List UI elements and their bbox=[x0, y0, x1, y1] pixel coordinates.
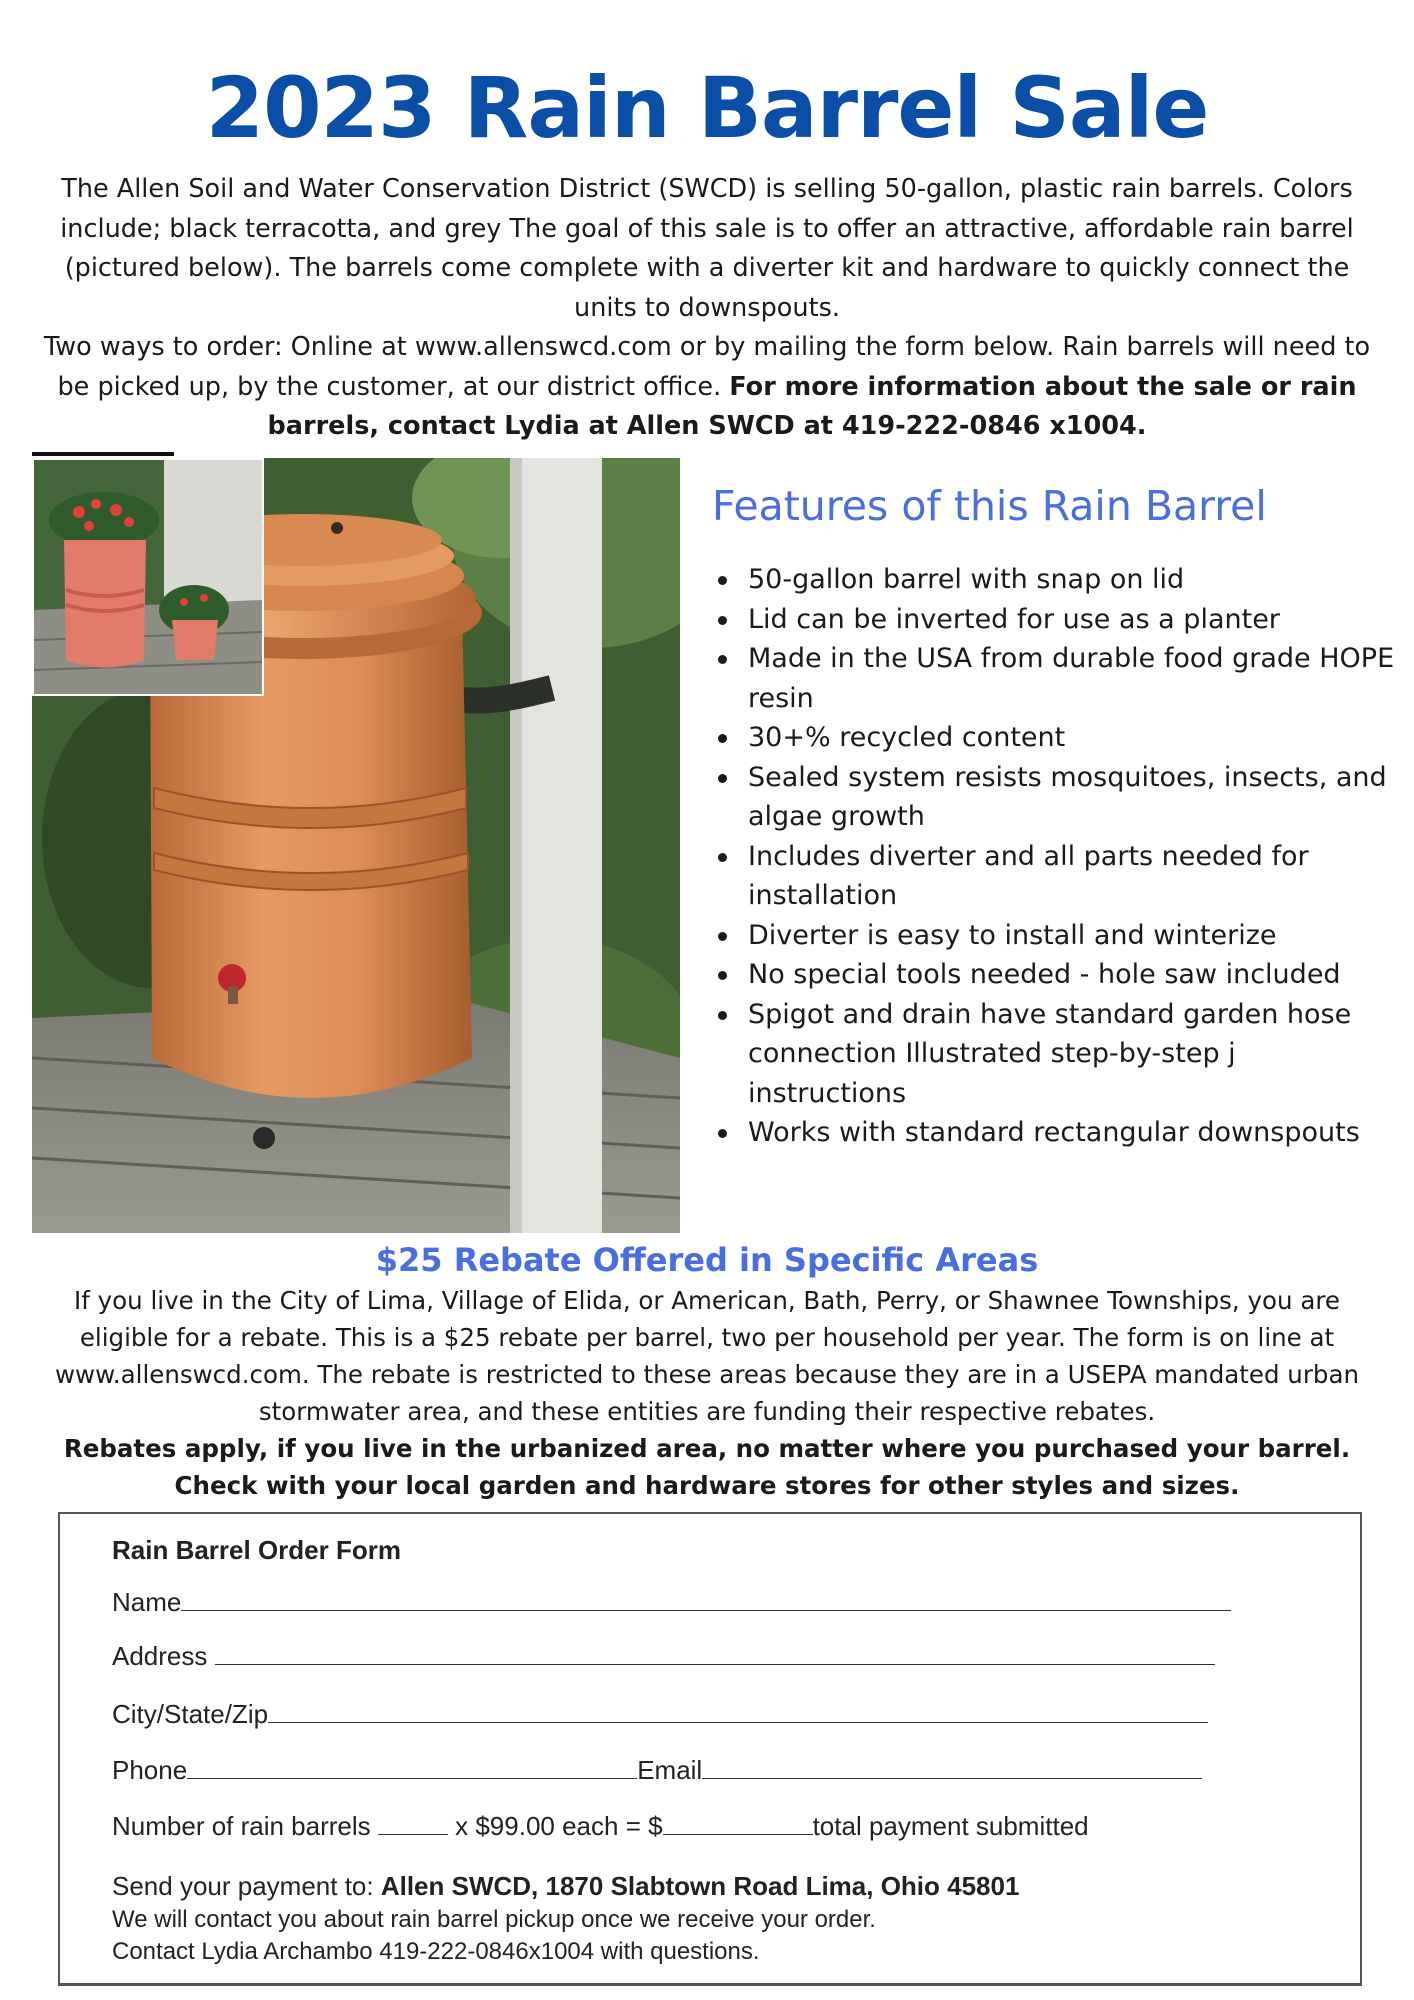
inset-photo bbox=[32, 458, 264, 696]
city-state-zip-label: City/State/Zip bbox=[112, 1699, 269, 1729]
photo-divider bbox=[32, 452, 174, 456]
intro-paragraph-1: The Allen Soil and Water Conservation District (SWCD) is selling 50-gallon, plastic rain barrels. Colors include; black terracotta, and grey The goal of this sale is to offer an attractive, affordable rain barrel (pictured below). The barrels come complete with a diverter kit and hardware to quickly connect the units to downspouts. bbox=[60, 174, 1354, 323]
feature-item: 30+% recycled content bbox=[712, 718, 1402, 758]
phone-field[interactable] bbox=[187, 1755, 637, 1779]
address-row bbox=[112, 1640, 1215, 1672]
intro-order-text: Two ways to order: Online at www.allenswcd.com or by mailing the form below. Rain barrels will need to be picked up, by the customer, at our district office. bbox=[43, 332, 1371, 402]
contact-line-1: We will contact you about rain barrel pickup once we receive your order. bbox=[112, 1906, 876, 1933]
rebate-text bbox=[52, 1282, 1362, 1504]
name-row bbox=[112, 1586, 1231, 1618]
quantity-row bbox=[112, 1810, 1089, 1842]
feature-item: Sealed system resists mosquitoes, insects, and algae growth bbox=[712, 758, 1402, 837]
feature-item: Lid can be inverted for use as a planter bbox=[712, 600, 1402, 640]
email-label: Email bbox=[637, 1755, 703, 1785]
name-field[interactable] bbox=[181, 1587, 1231, 1611]
city-row bbox=[112, 1698, 1208, 1730]
intro-contact-text: For more information about the sale or rain barrels, contact Lydia at Allen SWCD at 419-222-0846 x1004. bbox=[267, 371, 1357, 441]
name-label: Name bbox=[112, 1587, 182, 1617]
feature-item: Diverter is easy to install and winterize bbox=[712, 916, 1402, 956]
address-field[interactable] bbox=[215, 1641, 1215, 1665]
send-address: Allen SWCD, 1870 Slabtown Road Lima, Ohio 45801 bbox=[380, 1871, 1020, 1901]
feature-item: Works with standard rectangular downspouts bbox=[712, 1113, 1402, 1153]
address-label: Address bbox=[112, 1641, 208, 1671]
intro-paragraph-2 bbox=[32, 328, 1382, 447]
contact-line-2: Contact Lydia Archambo 419-222-0846x1004 with questions. bbox=[112, 1938, 760, 1965]
feature-item: Includes diverter and all parts needed for installation bbox=[712, 837, 1402, 916]
phone-label: Phone bbox=[112, 1755, 188, 1785]
phone-email-row bbox=[112, 1754, 1202, 1786]
feature-item: Spigot and drain have standard garden hose connection Illustrated step-by-step j instructions bbox=[712, 995, 1402, 1114]
price-text: x $99.00 each = $ bbox=[455, 1811, 663, 1841]
rebate-paragraph: If you live in the City of Lima, Village of Elida, or American, Bath, Perry, or Shawnee Townships, you are eligible for a rebate. This is a $25 rebate per barrel, two per household per year. The form is on line at www.allenswcd.com. The rebate is restricted to these areas because they are in a USEPA mandated urban stormwater area, and these entities are funding their respective rebates. bbox=[55, 1286, 1359, 1426]
send-label: Send your payment to: bbox=[112, 1871, 381, 1901]
feature-item: 50-gallon barrel with snap on lid bbox=[712, 560, 1402, 600]
send-row bbox=[112, 1870, 1019, 1902]
rebate-bold-line-2: Check with your local garden and hardware stores for other styles and sizes. bbox=[174, 1471, 1240, 1500]
inset-barrel-illustration bbox=[34, 460, 262, 694]
order-form-title: Rain Barrel Order Form bbox=[112, 1535, 401, 1565]
order-form bbox=[58, 1512, 1362, 1986]
total-text: total payment submitted bbox=[812, 1811, 1089, 1841]
total-field[interactable] bbox=[663, 1811, 813, 1835]
feature-item: Made in the USA from durable food grade HOPE resin bbox=[712, 639, 1402, 718]
email-field[interactable] bbox=[702, 1755, 1202, 1779]
rebate-bold-line-1: Rebates apply, if you live in the urbanized area, no matter where you purchased your barrel. bbox=[63, 1434, 1351, 1463]
rebate-heading: $25 Rebate Offered in Specific Areas bbox=[375, 1241, 1039, 1279]
quantity-field[interactable] bbox=[378, 1811, 448, 1835]
intro-text bbox=[32, 170, 1382, 447]
features-list bbox=[712, 560, 1402, 1153]
rain-barrel-photo bbox=[32, 458, 680, 1233]
feature-item: No special tools needed - hole saw included bbox=[712, 955, 1402, 995]
number-of-barrels-label: Number of rain barrels bbox=[112, 1811, 371, 1841]
page-title: 2023 Rain Barrel Sale bbox=[205, 59, 1209, 157]
city-state-zip-field[interactable] bbox=[268, 1699, 1208, 1723]
features-heading: Features of this Rain Barrel bbox=[712, 482, 1267, 530]
